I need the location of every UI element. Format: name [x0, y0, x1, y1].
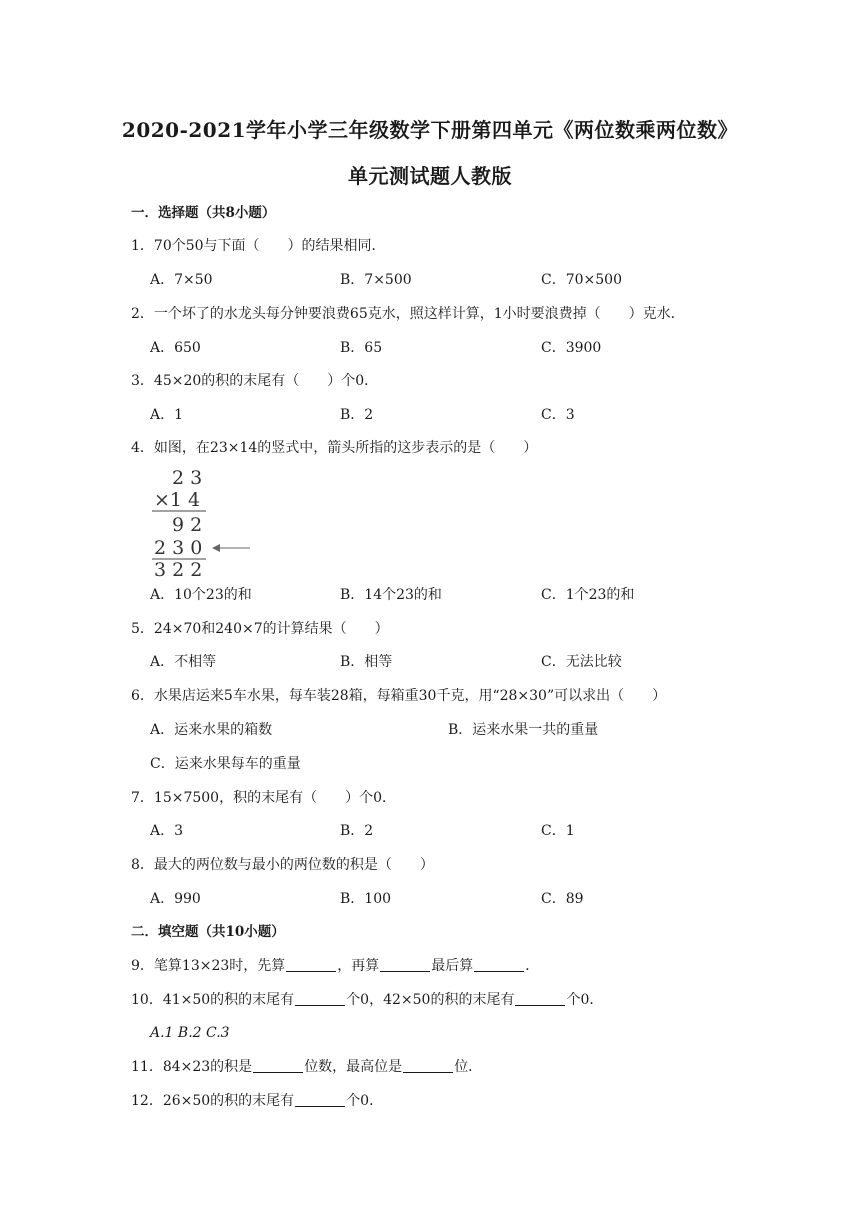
q12-text-1: 12．26×50的积的末尾有: [131, 1093, 295, 1109]
q6-option-c: C．运来水果每车的重量: [150, 756, 301, 772]
q9-text-1: 9．笔算13×23时，先算: [131, 958, 286, 974]
q8-option-b: B．100: [340, 891, 392, 907]
section-heading-choice: 一．选择题（共8小题）: [131, 205, 276, 221]
q9-text-2: ，再算: [337, 958, 380, 974]
q9-text-3: 最后算: [431, 958, 474, 974]
q5-option-b: B．相等: [340, 654, 393, 670]
vc-row-multiplicand: 2 3: [172, 467, 203, 489]
q11-text-1: 11．84×23的积是: [131, 1059, 253, 1075]
q12-blank-1[interactable]: [295, 1092, 345, 1107]
question-10: [131, 990, 603, 1010]
q1-option-c: C．70×500: [541, 272, 622, 288]
q9-blank-3[interactable]: [474, 957, 524, 972]
question-9: [131, 956, 539, 976]
q10-blank-1[interactable]: [295, 991, 345, 1006]
q3-option-b: B．2: [340, 407, 374, 423]
q3-option-c: C．3: [541, 407, 575, 423]
q11-text-3: 位．: [454, 1059, 483, 1075]
q2-option-c: C．3900: [541, 340, 602, 356]
q11-blank-2[interactable]: [403, 1058, 453, 1073]
q6-option-a: A．运来水果的箱数: [150, 722, 273, 738]
q10-text-2: 个0，42×50的积的末尾有: [346, 992, 515, 1008]
q7-option-b: B．2: [340, 823, 374, 839]
q7-option-c: C．1: [541, 823, 575, 839]
page-subtitle: 单元测试题人教版: [348, 164, 512, 188]
q4-option-c: C．1个23的和: [541, 587, 635, 603]
q3-option-a: A．1: [150, 407, 184, 423]
vc-row-partial-1: 9 2: [172, 514, 203, 536]
q1-option-b: B．7×500: [340, 272, 412, 288]
question-6: 6．水果店运来5车水果，每车装28箱，每箱重30千克，用“28×30”可以求出（ ）: [131, 688, 667, 704]
question-3: 3．45×20的积的末尾有（ ）个0．: [131, 373, 379, 389]
question-5: 5．24×70和240×7的计算结果（ ）: [131, 621, 389, 637]
q4-option-b: B．14个23的和: [340, 587, 442, 603]
q10-blank-2[interactable]: [515, 991, 565, 1006]
q1-option-a: A．7×50: [150, 272, 213, 288]
question-8: 8．最大的两位数与最小的两位数的积是（ ）: [131, 857, 434, 873]
question-2: 2．一个坏了的水龙头每分钟要浪费65克水，照这样计算，1小时要浪费掉（ ）克水．: [131, 306, 685, 322]
question-12: [131, 1091, 383, 1111]
q10-options: A.1 B.2 C.3: [150, 1025, 230, 1041]
question-1: 1．70个50与下面（ ）的结果相同．: [131, 238, 386, 254]
q2-option-a: A．650: [150, 340, 201, 356]
q4-option-a: A．10个23的和: [150, 587, 252, 603]
q9-text-4: ．: [525, 958, 540, 974]
question-11: [131, 1057, 482, 1077]
question-7: 7．15×7500，积的末尾有（ ）个0．: [131, 790, 396, 806]
vc-row-partial-2: 2 3 0: [154, 537, 203, 559]
q12-text-2: 个0．: [346, 1093, 384, 1109]
vc-row-product: 3 2 2: [154, 559, 203, 578]
q6-option-b: B．运来水果一共的重量: [448, 722, 599, 738]
q2-option-b: B．65: [340, 340, 383, 356]
q9-blank-1[interactable]: [286, 957, 336, 972]
q11-text-2: 位数，最高位是: [304, 1059, 403, 1075]
vertical-calculation-figure: [150, 466, 255, 578]
q8-option-a: A．990: [150, 891, 201, 907]
q9-blank-2[interactable]: [380, 957, 430, 972]
page-title: 2020-2021学年小学三年级数学下册第四单元《两位数乘两位数》: [121, 118, 739, 142]
q5-option-a: A．不相等: [150, 654, 217, 670]
q5-option-c: C．无法比较: [541, 654, 622, 670]
q10-text-3: 个0．: [566, 992, 604, 1008]
question-4: 4．如图，在23×14的竖式中，箭头所指的这步表示的是（ ）: [131, 440, 538, 456]
q7-option-a: A．3: [150, 823, 184, 839]
q11-blank-1[interactable]: [253, 1058, 303, 1073]
q10-text-1: 10．41×50的积的末尾有: [131, 992, 295, 1008]
q8-option-c: C．89: [541, 891, 584, 907]
section-heading-fill: 二．填空题（共10小题）: [131, 924, 285, 940]
vc-row-multiplier: ×1 4: [154, 489, 201, 511]
